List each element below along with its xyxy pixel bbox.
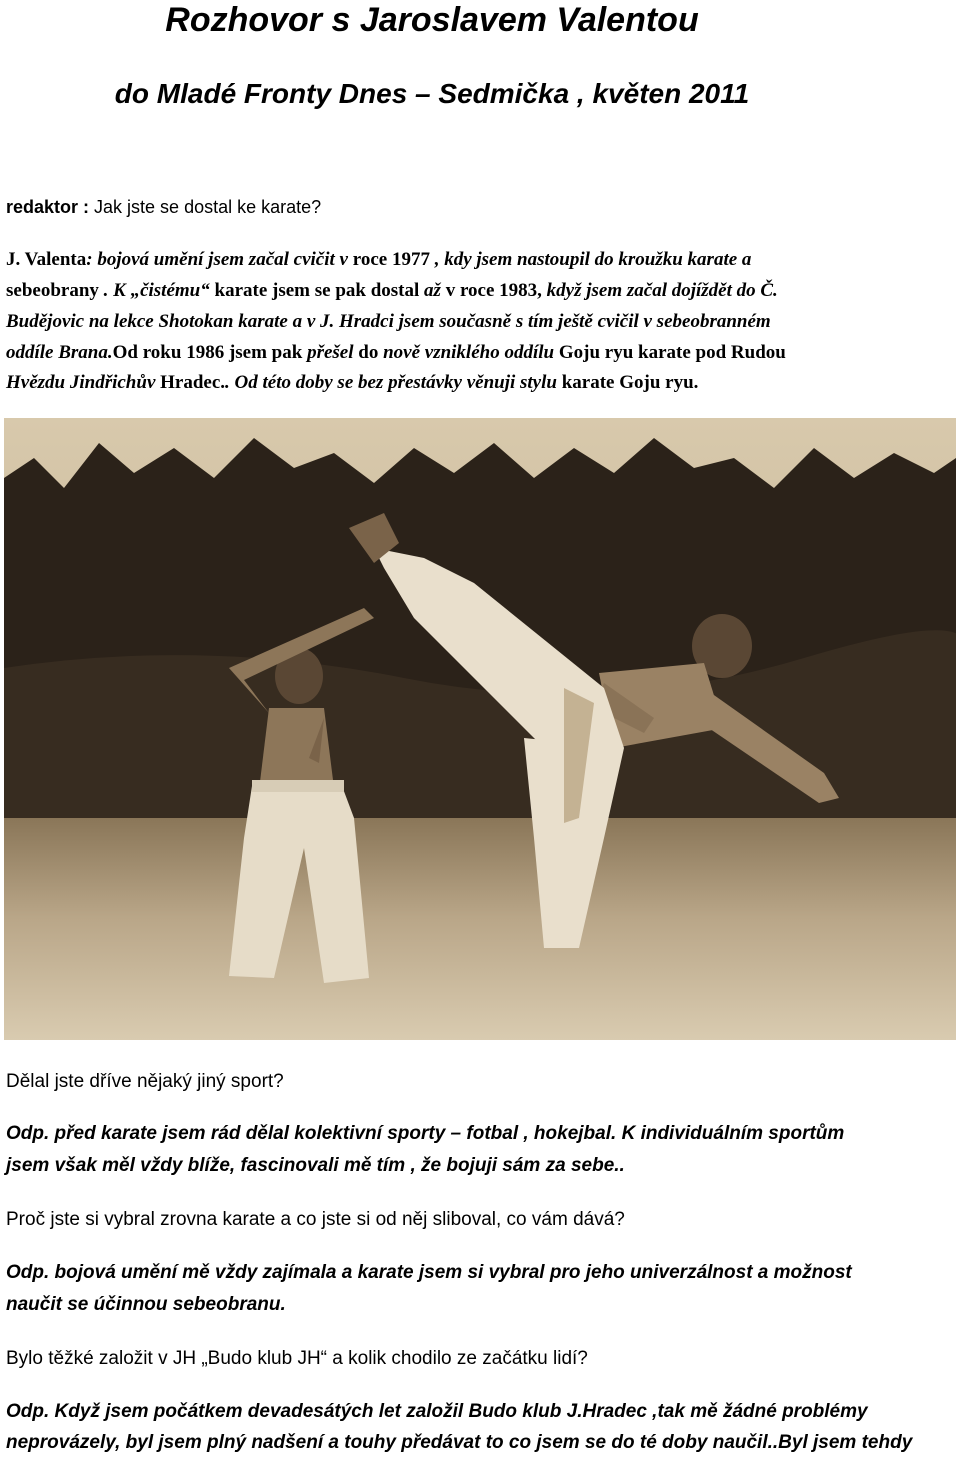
answer-3-line-2: naučit se účinnou sebeobranu. — [6, 1294, 286, 1315]
answer-1-fragment: když jsem začal dojíždět do Č. — [546, 280, 778, 301]
karate-photo — [4, 418, 956, 1040]
answer-1-fragment: Od roku 1986 jsem pak — [112, 342, 308, 363]
answer-1-fragment: Hradec. — [160, 372, 226, 393]
answer-1-fragment: sebeobrany — [6, 280, 99, 301]
answer-1-fragment: karate jsem se pak dostal — [214, 280, 425, 301]
answer-1-line-5 — [6, 372, 698, 394]
question-1-speaker: redaktor : — [6, 197, 95, 217]
answer-1-fragment: Goju ryu karate pod Rudou — [554, 342, 786, 363]
answer-2-line-2: jsem však měl vždy blíže, fascinovali mě tím , že bojuji sám za sebe.. — [6, 1155, 625, 1176]
answer-1-line-4 — [6, 342, 786, 364]
answer-1-fragment: Budějovic na lekce Shotokan karate a v J. Hradci jsem současně s tím ještě cvičil v sebeobranném — [6, 311, 771, 332]
answer-1-fragment: : bojová umění jsem začal cvičit v — [86, 249, 353, 270]
answer-1-fragment: nově vzniklého oddílu — [383, 342, 555, 363]
answer-1-fragment: až — [424, 280, 441, 301]
question-1-text: Jak jste se dostal ke karate? — [94, 197, 322, 217]
answer-1-fragment: Hvězdu Jindřichův — [6, 372, 161, 393]
answer-1-line-3 — [6, 311, 771, 333]
answer-1-fragment: v roce 1983, — [440, 280, 547, 301]
question-3: Proč jste si vybral zrovna karate a co jste si od něj sliboval, co vám dává? — [6, 1209, 625, 1230]
answer-1-fragment: . Od této doby se bez přestávky věnuji stylu — [225, 372, 562, 393]
page-title: Rozhovor s Jaroslavem Valentou — [165, 1, 699, 39]
question-2: Dělal jste dříve nějaký jiný sport? — [6, 1071, 284, 1092]
answer-1-speaker: J. Valenta — [6, 249, 87, 270]
answer-1-fragment: přešel — [307, 342, 354, 363]
answer-4-line-1: Odp. Když jsem počátkem devadesátých let založil Budo klub J.Hradec ,tak mě žádné problémy — [6, 1401, 868, 1422]
answer-1-fragment: karate Goju ryu. — [561, 372, 699, 393]
answer-1-fragment: do — [353, 342, 384, 363]
photo-ground — [4, 818, 956, 1040]
answer-1-fragment: . K „čistému“ — [98, 280, 215, 301]
answer-1-fragment: roce 1977 — [352, 249, 430, 270]
answer-1-line-2 — [6, 280, 778, 302]
page-subtitle: do Mladé Fronty Dnes – Sedmička , květen 2011 — [114, 78, 750, 109]
answer-1-line-1 — [6, 249, 751, 271]
question-4: Bylo těžké založit v JH „Budo klub JH“ a kolik chodilo ze začátku lidí? — [6, 1348, 588, 1369]
answer-1-fragment: , kdy jsem nastoupil do kroužku karate a — [429, 249, 752, 270]
answer-2-line-1: Odp. před karate jsem rád dělal kolektivní sporty – fotbal , hokejbal. K individuálním sportům — [6, 1123, 845, 1144]
answer-3-line-1: Odp. bojová umění mě vždy zajímala a karate jsem si vybral pro jeho univerzálnost a možnost — [6, 1262, 852, 1283]
answer-1-fragment: oddíle Brana. — [6, 342, 113, 363]
answer-4-line-2: neprovázely, byl jsem plný nadšení a touhy předávat to co jsem se do té doby naučil..Byl jsem tehdy — [6, 1432, 913, 1453]
question-1 — [6, 197, 321, 218]
